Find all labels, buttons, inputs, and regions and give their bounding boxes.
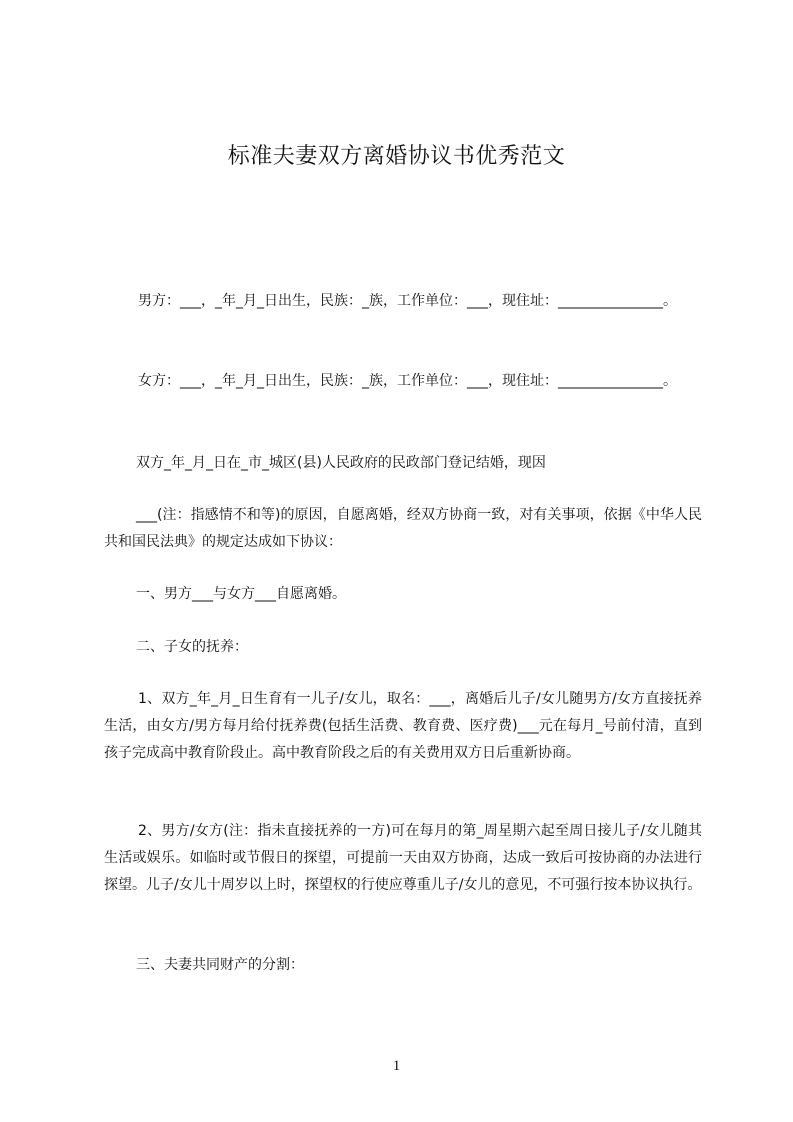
document-title: 标准夫妻双方离婚协议书优秀范文 [227,144,566,169]
paragraph-female-party: 女方：___，_年_月_日出生，民族：_族，工作单位：___，现住址：_______________。 [138,373,677,389]
page-number: 1 [392,1058,401,1074]
paragraph-male-party: 男方：___，_年_月_日出生，民族：_族，工作单位：___，现住址：_______________。 [138,293,677,309]
clause-two-item-two: 2、男方/女方(注：指未直接抚养的一方)可在每月的第_周星期六起至周日接儿子/女儿随其生活或娱乐。如临时或节假日的探望，可提前一天由双方协商，达成一致后可按协商的办法进行探望。儿子/女儿十周岁以上时，探望权的行使应尊重儿子/女儿的意见，不可强行按本协议执行。 [104,823,702,893]
paragraph-marriage-registration: 双方_年_月_日在_市_城区(县)人民政府的民政部门登记结婚，现因 [136,455,546,471]
clause-two-heading: 二、子女的抚养： [136,639,248,655]
paragraph-divorce-reason: ___(注：指感情不和等)的原因，自愿离婚，经双方协商一致，对有关事项，依据《中华人民共和国民法典》的规定达成如下协议： [104,507,702,550]
clause-two-item-one: 1、双方_年_月_日生育有一儿子/女儿，取名：___，离婚后儿子/女儿随男方/女方直接抚养生活，由女方/男方每月给付抚养费(包括生活费、教育费、医疗费)___元在每月_号前付清，直到孩子完成高中教育阶段止。高中教育阶段之后的有关费用双方日后重新协商。 [104,691,702,761]
clause-three-heading: 三、夫妻共同财产的分割： [136,957,304,973]
clause-one-divorce: 一、男方___与女方___自愿离婚。 [136,586,346,602]
